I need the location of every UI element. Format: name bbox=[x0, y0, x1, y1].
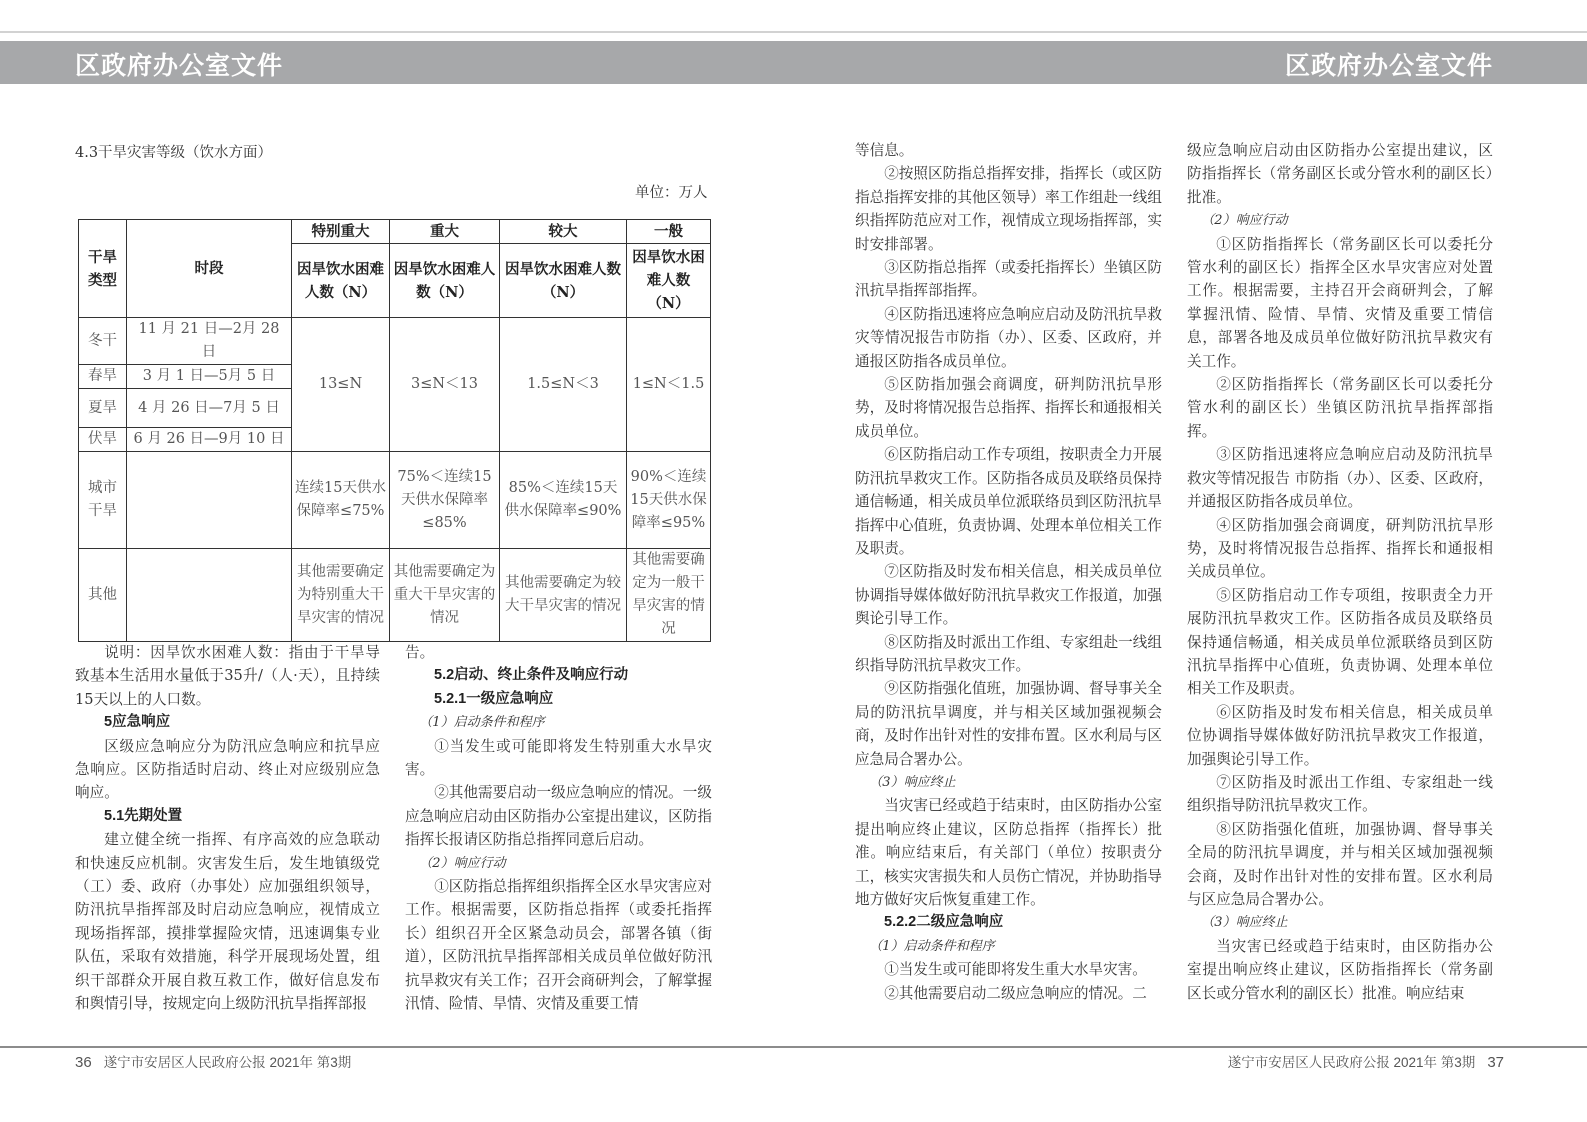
other-value: 其他需要确定为一般干旱灾害的情况 bbox=[627, 549, 711, 642]
body-paragraph: ①当发生或可能即将发生重大水旱灾害。 bbox=[884, 961, 1147, 979]
body-paragraph: ⑤区防指启动工作专项组，按职责全力开展防汛抗旱救灾工作。区防指各成员及联络员保持通信畅通，相关成员单位派联络员到区防汛抗旱指挥中心值班，负责协调、处理本单位相关工作及职责。 bbox=[1187, 586, 1493, 698]
threshold-cell: 1.5≤N＜3 bbox=[500, 318, 627, 452]
body-paragraph: ⑦区防指及时发布相关信息，相关成员单位协调指导媒体做好防汛抗旱救灾工作报道，加强舆论引导工作。 bbox=[855, 563, 1162, 628]
table-caption: 4.3干旱灾害等级（饮水方面） bbox=[75, 145, 273, 161]
body-paragraph: ⑧区防指强化值班，加强协调、督导事关全局的防汛抗旱调度，并与相关区域加强视频会商，及时作出针对性的安排布置。区水利局与区应急局合署办公。 bbox=[1187, 820, 1493, 908]
header-level: 特别重大 bbox=[292, 220, 390, 244]
section-heading: 5.2启动、终止条件及响应行动 bbox=[434, 667, 629, 684]
table-unit: 单位：万人 bbox=[635, 185, 708, 201]
header-sub: 因旱饮水困难人数（N） bbox=[390, 244, 500, 318]
season-type: 冬干 bbox=[79, 318, 127, 365]
body-paragraph: 告。 bbox=[405, 644, 435, 661]
other-value: 其他需要确定为较大干旱灾害的情况 bbox=[500, 549, 627, 642]
body-paragraph: ③区防指总指挥（或委托指挥长）坐镇区防汛抗旱指挥部指挥。 bbox=[855, 259, 1162, 300]
header-sub: 因旱饮水困难人数（N） bbox=[292, 244, 390, 318]
body-paragraph: ①当发生或可能即将发生特别重大水旱灾害。 bbox=[405, 737, 712, 779]
body-paragraph: ②其他需要启动二级应急响应的情况。二 bbox=[884, 984, 1147, 1002]
body-paragraph: ⑥区防指及时发布相关信息，相关成员单位协调指导媒体做好防汛抗旱救灾工作报道，加强舆论引导工作。 bbox=[1187, 703, 1493, 768]
body-paragraph: 级应急响应启动由区防指办公室提出建议，区防指指挥长（常务副区长或分管水利的副区长）批准。 bbox=[1187, 142, 1493, 206]
other-value: 其他需要确定为特别重大干旱灾害的情况 bbox=[292, 549, 390, 642]
season-period: 4 月 26 日—7月 5 日 bbox=[127, 389, 292, 428]
threshold-cell: 13≤N bbox=[292, 318, 390, 452]
left-page-column-2 bbox=[405, 641, 712, 1016]
season-period: 3 月 1 日—5月 5 日 bbox=[127, 365, 292, 389]
drought-level-table bbox=[78, 219, 711, 642]
footer-rule bbox=[0, 1046, 1587, 1048]
body-paragraph: 等信息。 bbox=[855, 142, 914, 159]
city-value: 连续15天供水保障率≤75% bbox=[292, 452, 390, 549]
subsection-label: （1）启动条件和程序 bbox=[419, 715, 545, 731]
season-period: 6 月 26 日—9月 10 日 bbox=[127, 428, 292, 452]
body-paragraph: ⑨区防指强化值班，加强协调、督导事关全局的防汛抗旱调度，并与相关区域加强视频会商，及时作出针对性的安排布置。区水利局与区应急局合署办公。 bbox=[855, 680, 1162, 768]
city-value: 75%＜连续15天供水保障率≤85% bbox=[390, 452, 500, 549]
right-footer bbox=[1228, 1051, 1504, 1071]
subsection-label: （3）响应终止 bbox=[869, 774, 956, 790]
section-heading: 5.2.2二级应急响应 bbox=[884, 914, 1004, 931]
subsection-label: （3）响应终止 bbox=[1201, 915, 1288, 931]
header-level: 一般 bbox=[627, 220, 711, 244]
body-paragraph: ②其他需要启动一级应急响应的情况。一级应急响应启动由区防指办公室提出建议，区防指指挥长报请区防指总指挥同意后启动。 bbox=[405, 784, 712, 849]
season-period: 11 月 21 日—2月 28 日 bbox=[127, 318, 292, 365]
body-paragraph: ①区防指总指挥组织指挥全区水旱灾害应对工作。根据需要，区防指总指挥（或委托指挥长）组织召开全区紧急动员会，部署各镇（街道），区防汛抗旱指挥部相关成员单位做好防汛抗旱救灾有关工作；召开会商研判会，了解掌握汛情、险情、旱情、灾情及重要工情 bbox=[405, 878, 712, 1013]
right-page-header-title: 区政府办公室文件 bbox=[1285, 51, 1494, 80]
body-paragraph: 说明：因旱饮水困难人数：指由于干旱导致基本生活用水量低于35升/（人·天），且持续15天以上的人口数。 bbox=[75, 644, 380, 708]
header-sub: 因旱饮水困难人数（N） bbox=[500, 244, 627, 318]
season-type: 夏旱 bbox=[79, 389, 127, 428]
page-number: 37 bbox=[1487, 1054, 1504, 1071]
body-paragraph: ①区防指指挥长（常务副区长可以委托分管水利的副区长）指挥全区水旱灾害应对处置工作。根据需要，主持召开会商研判会，了解掌握汛情、险情、旱情、灾情及重要工情信息，部署各地及成员单位做好防汛抗旱救灾有关工作。 bbox=[1187, 235, 1493, 370]
season-type: 伏旱 bbox=[79, 428, 127, 452]
left-footer bbox=[63, 1051, 351, 1071]
threshold-cell: 3≤N＜13 bbox=[390, 318, 500, 452]
threshold-cell: 1≤N＜1.5 bbox=[627, 318, 711, 452]
season-type: 春旱 bbox=[79, 365, 127, 389]
publication-name: 遂宁市安居区人民政府公报 2021年 第3期 bbox=[1227, 1055, 1476, 1070]
city-value: 85%＜连续15天供水保障率≤90% bbox=[500, 452, 627, 549]
city-value: 90%＜连续15天供水保障率≤95% bbox=[627, 452, 711, 549]
city-type: 城市干旱 bbox=[79, 452, 127, 549]
body-paragraph: ④区防指迅速将应急响应启动及防汛抗旱救灾等情况报告市防指（办）、区委、区政府，并通报区防指各成员单位。 bbox=[855, 305, 1162, 370]
top-rule bbox=[0, 31, 1587, 33]
body-paragraph: 区级应急响应分为防汛应急响应和抗旱应急响应。区防指适时启动、终止对应级别应急响应。 bbox=[75, 737, 380, 802]
body-paragraph: ⑧区防指及时派出工作组、专家组赴一线组织指导防汛抗旱救灾工作。 bbox=[855, 633, 1162, 674]
header-type: 干旱类型 bbox=[79, 220, 127, 318]
other-value: 其他需要确定为重大干旱灾害的情况 bbox=[390, 549, 500, 642]
subsection-label: （2）响应行动 bbox=[419, 855, 506, 871]
publication-name: 遂宁市安居区人民政府公报 2021年 第3期 bbox=[103, 1055, 352, 1070]
right-page-column-2 bbox=[1187, 139, 1493, 1005]
subsection-label: （2）响应行动 bbox=[1201, 213, 1288, 229]
body-paragraph: ②区防指指挥长（常务副区长可以委托分管水利的副区长）坐镇区防汛抗旱指挥部指挥。 bbox=[1187, 376, 1493, 440]
other-type: 其他 bbox=[79, 549, 127, 642]
header-period: 时段 bbox=[127, 220, 292, 318]
body-paragraph: ⑤区防指加强会商调度，研判防汛抗旱形势，及时将情况报告总指挥、指挥长和通报相关成员单位。 bbox=[855, 376, 1162, 440]
section-heading: 5.1先期处置 bbox=[104, 807, 183, 824]
page-number: 36 bbox=[75, 1054, 92, 1071]
header-sub: 因旱饮水困难人数（N） bbox=[627, 244, 711, 318]
other-period bbox=[127, 549, 292, 642]
body-paragraph: 当灾害已经或趋于结束时，由区防指办公室提出响应终止建议，区防总指挥（指挥长）批准。响应结束后，有关部门（单位）按职责分工，核实灾害损失和人员伤亡情况，并协助指导地方做好灾后恢复重建工作。 bbox=[855, 797, 1162, 908]
body-paragraph: ⑦区防指及时派出工作组、专家组赴一线组织指导防汛抗旱救灾工作。 bbox=[1187, 773, 1493, 815]
left-page-column-1 bbox=[75, 641, 380, 1016]
body-paragraph: ③区防指迅速将应急响应启动及防汛抗旱救灾等情况报告 市防指（办）、区委、区政府，并通报区防指各成员单位。 bbox=[1187, 446, 1493, 511]
city-period bbox=[127, 452, 292, 549]
header-level: 重大 bbox=[390, 220, 500, 244]
body-paragraph: 建立健全统一指挥、有序高效的应急联动和快速反应机制。灾害发生后，发生地镇级党（工）委、政府（办事处）应加强组织领导，防汛抗旱指挥部及时启动应急响应，视情成立现场指挥部，摸排掌握险灾情，迅速调集专业队伍，采取有效措施，科学开展现场处置，组织干部群众开展自救互救工作，做好信息发布和舆情引导，按规定向上级防汛抗旱指挥部报 bbox=[75, 831, 380, 1013]
section-heading: 5应急响应 bbox=[104, 714, 171, 731]
header-level: 较大 bbox=[500, 220, 627, 244]
right-page-column-1 bbox=[855, 139, 1162, 1005]
left-page-header-title: 区政府办公室文件 bbox=[75, 51, 284, 80]
body-paragraph: ②按照区防指总指挥安排，指挥长（或区防指总指挥安排的其他区领导）率工作组赴一线组织指挥防范应对工作，视情成立现场指挥部，实时安排部署。 bbox=[855, 165, 1162, 253]
body-paragraph: 当灾害已经或趋于结束时，由区防指办公室提出响应终止建议，区防指指挥长（常务副区长或分管水利的副区长）批准。响应结束 bbox=[1187, 937, 1493, 1002]
subsection-label: （1）启动条件和程序 bbox=[869, 938, 995, 954]
body-paragraph: ④区防指加强会商调度，研判防汛抗旱形势，及时将情况报告总指挥、指挥长和通报相关成员单位。 bbox=[1187, 516, 1493, 581]
body-paragraph: ⑥区防指启动工作专项组，按职责全力开展防汛抗旱救灾工作。区防指各成员及联络员保持通信畅通，相关成员单位派联络员到区防汛抗旱指挥中心值班，负责协调、处理本单位相关工作及职责。 bbox=[855, 446, 1162, 557]
section-heading: 5.2.1一级应急响应 bbox=[434, 690, 554, 707]
